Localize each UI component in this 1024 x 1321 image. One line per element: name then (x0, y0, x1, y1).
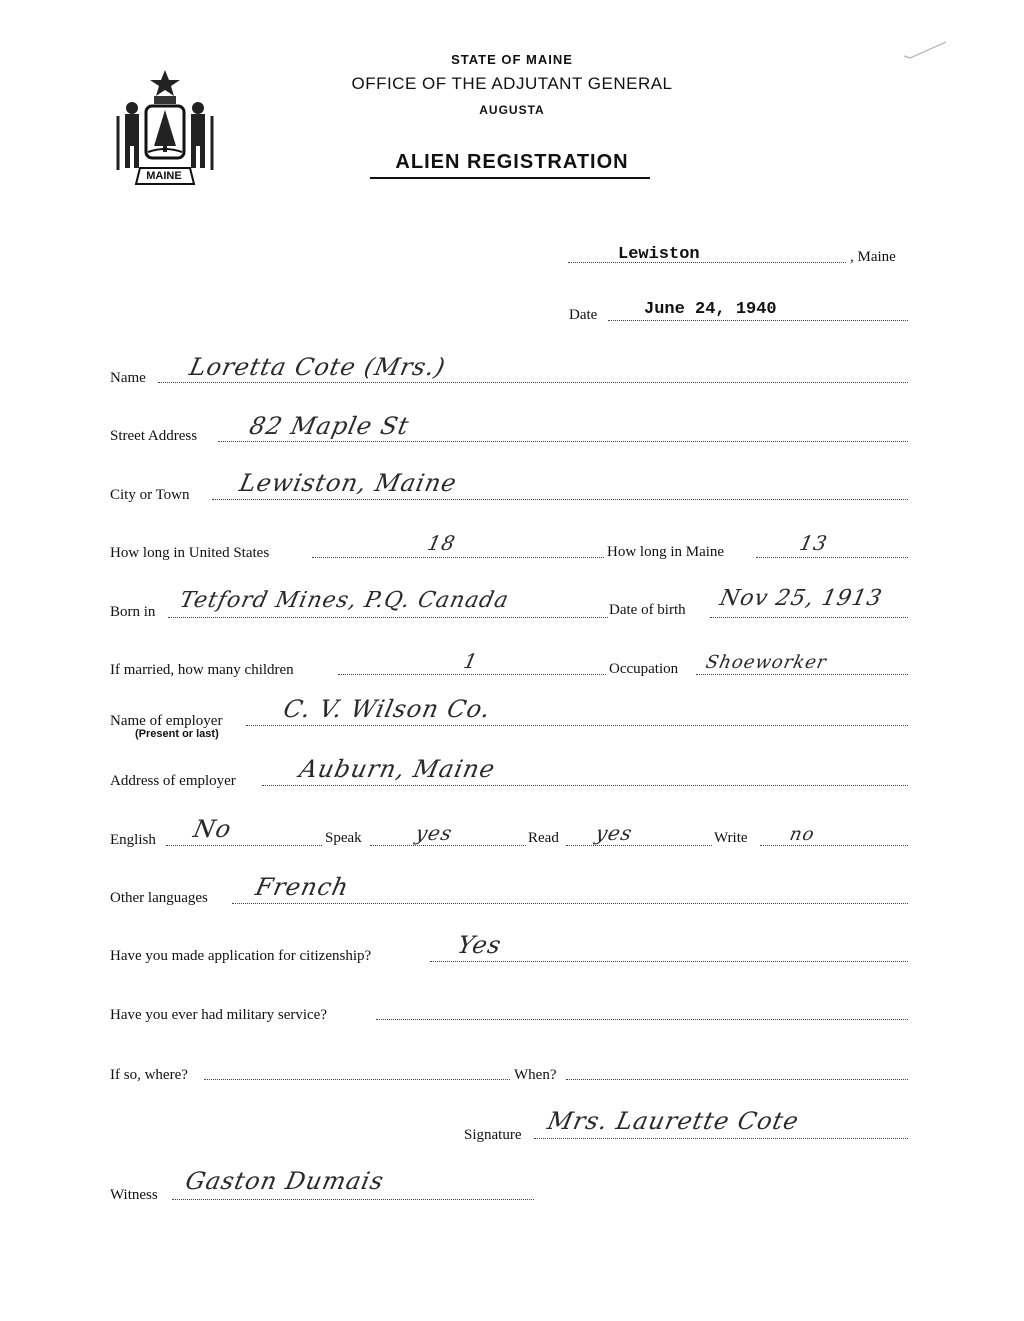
date-label: Date (569, 307, 598, 323)
children-label: If married, how many children (110, 662, 294, 678)
check-mark-icon (900, 38, 950, 62)
military-label: Have you ever had military service? (110, 1007, 327, 1023)
seal-banner-text: MAINE (146, 170, 182, 182)
form-title: ALIEN REGISTRATION (395, 151, 629, 173)
read-value: yes (593, 821, 635, 845)
witness-value: Gaston Dumais (183, 1167, 387, 1195)
employer-sublabel: (Present or last) (135, 728, 219, 740)
street-label: Street Address (110, 428, 198, 444)
place-state-label: , Maine (850, 249, 896, 265)
how-long-us-label: How long in United States (110, 545, 270, 561)
other-languages-value: French (253, 873, 352, 901)
other-languages-label: Other languages (110, 890, 208, 906)
occupation-label: Occupation (609, 661, 679, 677)
date-value: June 24, 1940 (644, 300, 777, 319)
write-label: Write (714, 830, 748, 846)
how-long-maine-label: How long in Maine (607, 544, 725, 560)
occupation-value: Shoeworker (703, 652, 829, 673)
witness-label: Witness (110, 1187, 158, 1203)
born-in-value: Tetford Mines, P.Q. Canada (177, 588, 512, 613)
name-value: Loretta Cote (Mrs.) (187, 353, 449, 381)
place-city: Lewiston (618, 245, 700, 264)
header-city: AUGUSTA (479, 103, 545, 117)
name-label: Name (110, 370, 146, 386)
signature-label: Signature (464, 1127, 522, 1143)
signature-value: Mrs. Laurette Cote (545, 1107, 802, 1135)
street-value: 82 Maple St (247, 412, 412, 440)
write-value: no (787, 824, 817, 845)
city-value: Lewiston, Maine (237, 469, 460, 497)
city-label: City or Town (110, 487, 190, 503)
read-label: Read (528, 830, 559, 846)
where-label: If so, where? (110, 1067, 188, 1083)
speak-value: yes (413, 821, 455, 845)
when-label: When? (514, 1067, 557, 1083)
citizenship-label: Have you made application for citizenship? (110, 948, 372, 964)
english-value: No (191, 815, 235, 843)
title-underline (370, 177, 650, 179)
header-office: OFFICE OF THE ADJUTANT GENERAL (351, 74, 673, 93)
employer-label: Name of employer (110, 713, 223, 729)
dob-label: Date of birth (609, 602, 686, 618)
how-long-maine-value: 13 (797, 531, 831, 555)
citizenship-value: Yes (455, 931, 505, 959)
employer-value: C. V. Wilson Co. (281, 695, 494, 723)
born-in-label: Born in (110, 604, 156, 620)
speak-label: Speak (325, 830, 362, 846)
children-value: 1 (461, 649, 481, 673)
employer-address-value: Auburn, Maine (297, 755, 498, 783)
english-label: English (110, 832, 156, 848)
employer-address-label: Address of employer (110, 773, 236, 789)
how-long-us-value: 18 (425, 531, 459, 555)
dob-value: Nov 25, 1913 (717, 586, 885, 611)
header-state: STATE OF MAINE (451, 52, 573, 67)
